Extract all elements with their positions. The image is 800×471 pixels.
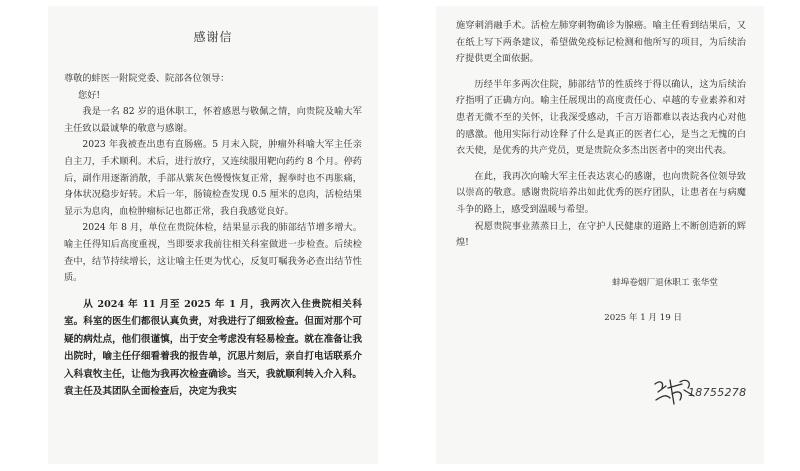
letter-paragraph-5: 施穿刺消融手术。活检左肺穿刺物确诊为腺癌。喻主任看到结果后，又在纸上写下两条建议，希望做免疫标记检测和他所写的项目，为后续治疗提供更全面依据。 <box>456 20 746 65</box>
letter-paragraph-1: 我是一名 82 岁的退休职工，怀着感恩与敬佩之情，向贵院及喻大军主任致以最诚挚的敬意与感谢。 <box>64 106 362 134</box>
letter-paragraph-2: 2023 年我被查出患有直肠癌。5 月末入院，肿瘤外科喻大军主任亲自主刀，手术顺利。术后，进行放疗，又连续服用靶向药约 8 个月。停药后，副作用逐渐消散，手部从紫灰色慢慢恢复正常，握拳时也不再胀痛，身体状况稳步好转。术后一年，肠镜检查发现 0.5 厘米的息肉，活检结果显示为息肉，血检肿瘤标记也都正常，我自我感觉良好。 <box>64 139 362 217</box>
letter-paragraph-6: 历经半年多两次住院，肺部结节的性质终于得以确认，这为后续治疗指明了正确方向。喻主任展现出的高度责任心、卓越的专业素养和对患者无微不至的关怀，让我深受感动，千言万语都难以表达我内心对他的感激。他用实际行动诠释了什么是真正的医者仁心，是当之无愧的白衣天使，是优秀的共产党员，更是贵院众多杰出医者中的突出代表。 <box>456 78 746 157</box>
letter-date: 2025 年 1 月 19 日 <box>604 312 682 323</box>
letter-page-right <box>436 6 764 464</box>
letter-salutation: 尊敬的蚌医一附院党委、院部各位领导： <box>64 73 230 84</box>
letter-paragraph-4: 从 2024 年 11 月至 2025 年 1 月，我两次入住贵院相关科室。科室的医生们都很认真负责，对我进行了细致检查。但面对那个可疑的病灶点，他们很谨慎，出于安全考虑没有轻易检查。就在准备让我出院时，喻主任仔细看着我的报告单，沉思片刻后，亲自打电话联系介入科袁牧主任，让他为我再次检查确诊。当天，我就顺利转入介入科。袁主任及其团队全面检查后，决定为我实 <box>64 298 362 398</box>
letter-title: 感谢信 <box>193 30 233 44</box>
letter-signoff: 蚌埠卷烟厂退休职工 张华堂 <box>612 277 718 288</box>
letter-greeting: 您好! <box>78 89 101 101</box>
letter-paragraph-7: 在此，我再次向喻大军主任表达衷心的感谢，也向贵院各位领导致以崇高的敬意。感谢贵院培养出如此优秀的医疗团队，让患者在与病魔斗争的路上，感受到温暖与希望。 <box>456 170 746 215</box>
handwritten-phone-number: 18755278 <box>688 386 747 399</box>
letter-paragraph-3: 2024 年 8 月，单位在贵院体检，结果显示我的肺部结节增多增大。喻主任得知后高度重视，当即要求我前往相关科室做进一步检查。后续检查中，结节持续增长，这让喻主任更为忧心，反复叮嘱我务必查出结节性质。 <box>64 222 362 284</box>
letter-paragraph-8: 祝愿贵院事业蒸蒸日上，在守护人民健康的道路上不断创造新的辉煌! <box>456 220 746 249</box>
letter-page-left <box>48 6 378 464</box>
